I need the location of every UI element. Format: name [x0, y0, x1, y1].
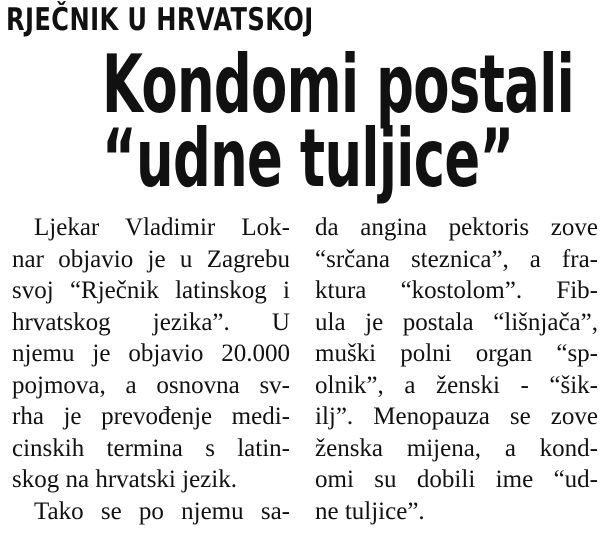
body-line: “srčana steznica”, a fra- — [315, 245, 598, 273]
headline-line-1: Kondomi postali — [101, 38, 575, 131]
headline-line-2: “udne tuljice” — [101, 112, 514, 205]
body-line: hrvatskog jezika”. U — [12, 308, 290, 336]
article-headline — [0, 38, 600, 205]
body-line: svoj “Rječnik latinskog i — [12, 277, 290, 304]
article-column-right — [315, 212, 600, 527]
body-line: njemu je objavio 20.000 — [12, 340, 290, 367]
body-line: Tako se po njemu sa- — [34, 497, 290, 525]
body-line: ilj”. Menopauza se zove — [315, 403, 598, 430]
body-line: skog na hrvatski jezik. — [12, 466, 237, 493]
body-line: ne tuljice”. — [315, 497, 425, 525]
body-line: da angina pektoris zove — [315, 214, 598, 241]
body-line: nar objavio je u Zagrebu — [12, 245, 290, 273]
body-line: Ljekar Vladimir Lok- — [34, 214, 290, 241]
body-line: ženska mijena, a kond- — [315, 434, 598, 462]
body-line: muški polni organ “sp- — [315, 340, 598, 367]
article-kicker: RJEČNIK U HRVATSKOJ — [6, 2, 314, 38]
body-line: omi su dobili ime “ud- — [315, 466, 598, 493]
body-line: pojmova, a osnovna sv- — [12, 371, 290, 399]
body-line: ula je postala “lišnjača”, — [315, 308, 598, 336]
body-line: cinskih termina s latin- — [12, 434, 290, 462]
body-line: rha je prevođenje medi- — [12, 403, 290, 430]
body-line: olnik”, a ženski - “šik- — [315, 371, 598, 399]
article-column-left — [12, 212, 290, 527]
body-line: ktura “kostolom”. Fib- — [315, 277, 598, 304]
